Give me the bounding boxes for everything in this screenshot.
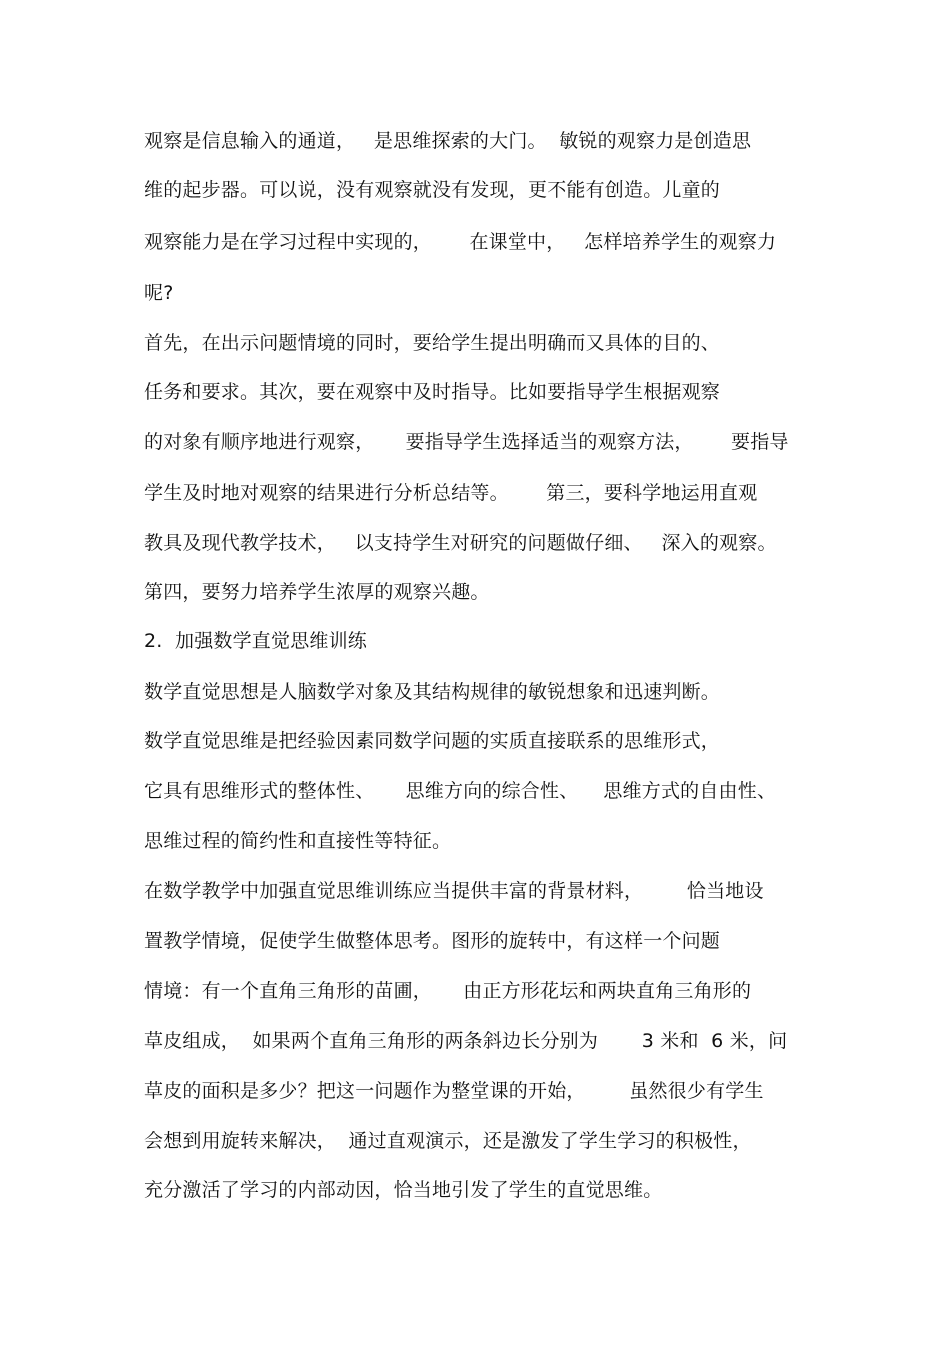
section-heading: 2. 加强数学直觉思维训练 [144, 630, 368, 652]
text-line: 维的起步器。可以说，没有观察就没有发现，更不能有创造。儿童的 [144, 179, 721, 201]
text-line: 置教学情境，促使学生做整体思考。图形的旋转中，有这样一个问题 [144, 930, 721, 952]
text-line: 数学直觉思维是把经验因素同数学问题的实质直接联系的思维形式， [144, 730, 721, 752]
text-line: 观察是信息输入的通道， 是思维探索的大门。 敏锐的观察力是创造思 [144, 130, 752, 152]
text-line: 任务和要求。其次，要在观察中及时指导。比如要指导学生根据观察 [144, 381, 721, 403]
text-line: 观察能力是在学习过程中实现的， 在课堂中， 怎样培养学生的观察力 [144, 231, 777, 253]
text-line: 学生及时地对观察的结果进行分析总结等。 第三，要科学地运用直观 [144, 482, 758, 504]
text-line: 第四，要努力培养学生浓厚的观察兴趣。 [144, 581, 490, 603]
text-line: 教具及现代教学技术， 以支持学生对研究的问题做仔细、 深入的观察。 [144, 532, 777, 554]
text-line: 思维过程的简约性和直接性等特征。 [144, 830, 452, 852]
text-line: 草皮组成， 如果两个直角三角形的两条斜边长分别为 3 米和 6 米，问 [144, 1030, 788, 1052]
text-line: 数学直觉思想是人脑数学对象及其结构规律的敏锐想象和迅速判断。 [144, 681, 721, 703]
text-line: 在数学教学中加强直觉思维训练应当提供丰富的背景材料， 恰当地设 [144, 880, 764, 902]
text-line: 草皮的面积是多少？把这一问题作为整堂课的开始， 虽然很少有学生 [144, 1080, 764, 1102]
text-line: 呢? [144, 282, 174, 304]
text-line: 充分激活了学习的内部动因，恰当地引发了学生的直觉思维。 [144, 1179, 663, 1201]
text-line: 的对象有顺序地进行观察， 要指导学生选择适当的观察方法， 要指导 [144, 431, 789, 453]
text-line: 会想到用旋转来解决， 通过直观演示，还是激发了学生学习的积极性， [144, 1130, 752, 1152]
text-line: 它具有思维形式的整体性、 思维方向的综合性、 思维方式的自由性、 [144, 780, 777, 802]
text-line: 情境：有一个直角三角形的苗圃， 由正方形花坛和两块直角三角形的 [144, 980, 752, 1002]
text-line: 首先，在出示问题情境的同时，要给学生提出明确而又具体的目的、 [144, 332, 721, 354]
